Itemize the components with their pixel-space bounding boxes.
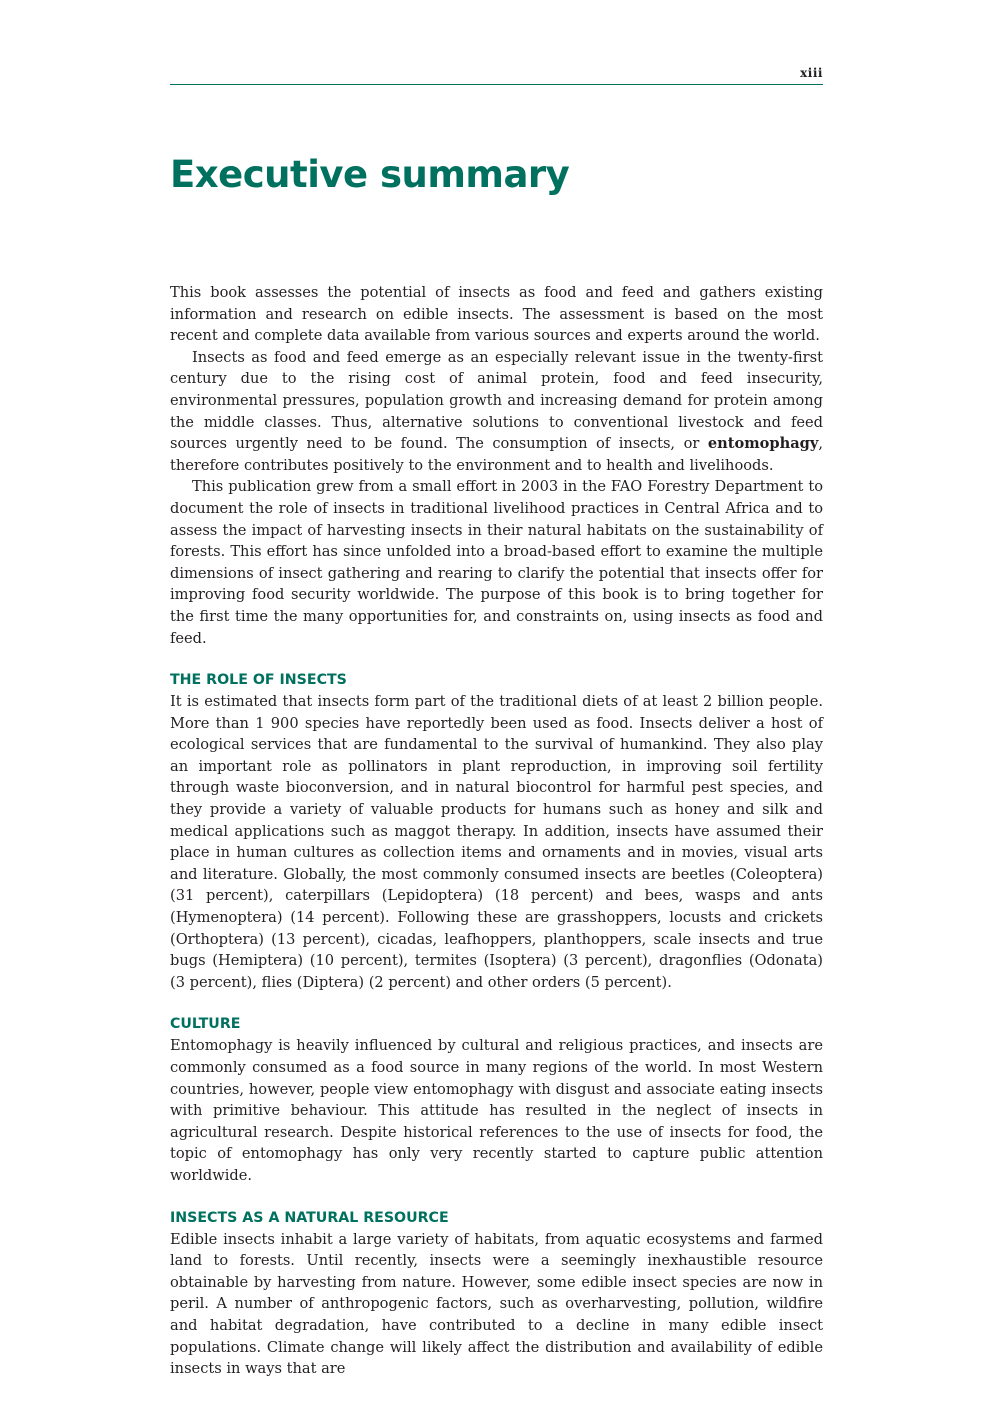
section-text-resource: Edible insects inhabit a large variety of habitats, from aquatic ecosystems and farmed land to forests. Until recently, insects were a seemingly inexhaustible resource obtainable by harvesting from nature. However, some edible insect species are now in peril. A number of anthropogenic factors, such as overharvesting, pollution, wildfire and habitat degradation, have contributed to a decline in many edible insect populations. Climate change will likely affect the distribution and availability of edible insects in ways that are	[170, 1230, 823, 1378]
section-heading-culture: CULTURE	[170, 1016, 241, 1033]
section-heading-resource: INSECTS AS A NATURAL RESOURCE	[170, 1209, 449, 1226]
page-number: xiii	[800, 66, 823, 80]
intro-paragraph-2-start: Insects as food and feed emerge as an especially relevant issue in the twenty-first century due to the rising cost of animal protein, food and feed insecurity, environmental pressures, population growth and increasing demand for protein among the middle classes. Thus, alternative solutions to conventional livestock and feed sources urgently need to be found. The consumption of insects, or	[170, 348, 823, 453]
page-title: Executive summary	[170, 153, 570, 196]
intro-paragraph-1: This book assesses the potential of insects as food and feed and gathers existing information and research on edible insects. The assessment is based on the most recent and complete data available from various sources and experts around the world.	[170, 284, 823, 345]
intro-paragraph-2-end: , therefore contributes positively to the environment and to health and livelihoods.	[170, 435, 823, 474]
section-text-role: It is estimated that insects form part of the traditional diets of at least 2 billion people. More than 1 900 species have reportedly been used as food. Insects deliver a host of ecological services that are fundamental to the survival of humankind. They also play an important role as pollinators in plant reproduction, in improving soil fertility through waste bioconversion, and in natural biocontrol for harmful pest species, and they provide a variety of valuable products for humans such as honey and silk and medical applications such as maggot therapy. In addition, insects have assumed their place in human cultures as collection items and ornaments and in movies, visual arts and literature. Globally, the most commonly consumed insects are beetles (Coleoptera) (31 percent), caterpillars (Lepidoptera) (18 percent) and bees, wasps and ants (Hymenoptera) (14 percent). Following these are grasshoppers, locusts and crickets (Orthoptera) (13 percent), cicadas, leafhoppers, planthoppers, scale insects and true bugs (Hemiptera) (10 percent), termites (Isoptera) (3 percent), dragonflies (Odonata) (3 percent), flies (Diptera) (2 percent) and other orders (5 percent).	[170, 693, 823, 991]
intro-paragraph-3: This publication grew from a small effort in 2003 in the FAO Forestry Department to document the role of insects in traditional livelihood practices in Central Africa and to assess the impact of harvesting insects in their natural habitats on the sustainability of forests. This effort has since unfolded into a broad-based effort to examine the multiple dimensions of insect gathering and rearing to clarify the potential that insects offer for improving food security worldwide. The purpose of this book is to bring together for the first time the many opportunities for, and constraints on, using insects as food and feed.	[170, 478, 823, 647]
section-text-culture: Entomophagy is heavily influenced by cultural and religious practices, and insects are commonly consumed as a food source in many regions of the world. In most Western countries, however, people view entomophagy with disgust and associate eating insects with primitive behaviour. This attitude has resulted in the neglect of insects in agricultural research. Despite historical references to the use of insects for food, the topic of entomophagy has only very recently started to capture public attention worldwide.	[170, 1037, 823, 1184]
section-heading-role: THE ROLE OF INSECTS	[170, 672, 347, 689]
entomophagy-term: entomophagy	[707, 435, 819, 453]
header-rule	[170, 84, 823, 85]
intro-paragraph-2	[170, 347, 823, 477]
body-text	[170, 282, 823, 1380]
